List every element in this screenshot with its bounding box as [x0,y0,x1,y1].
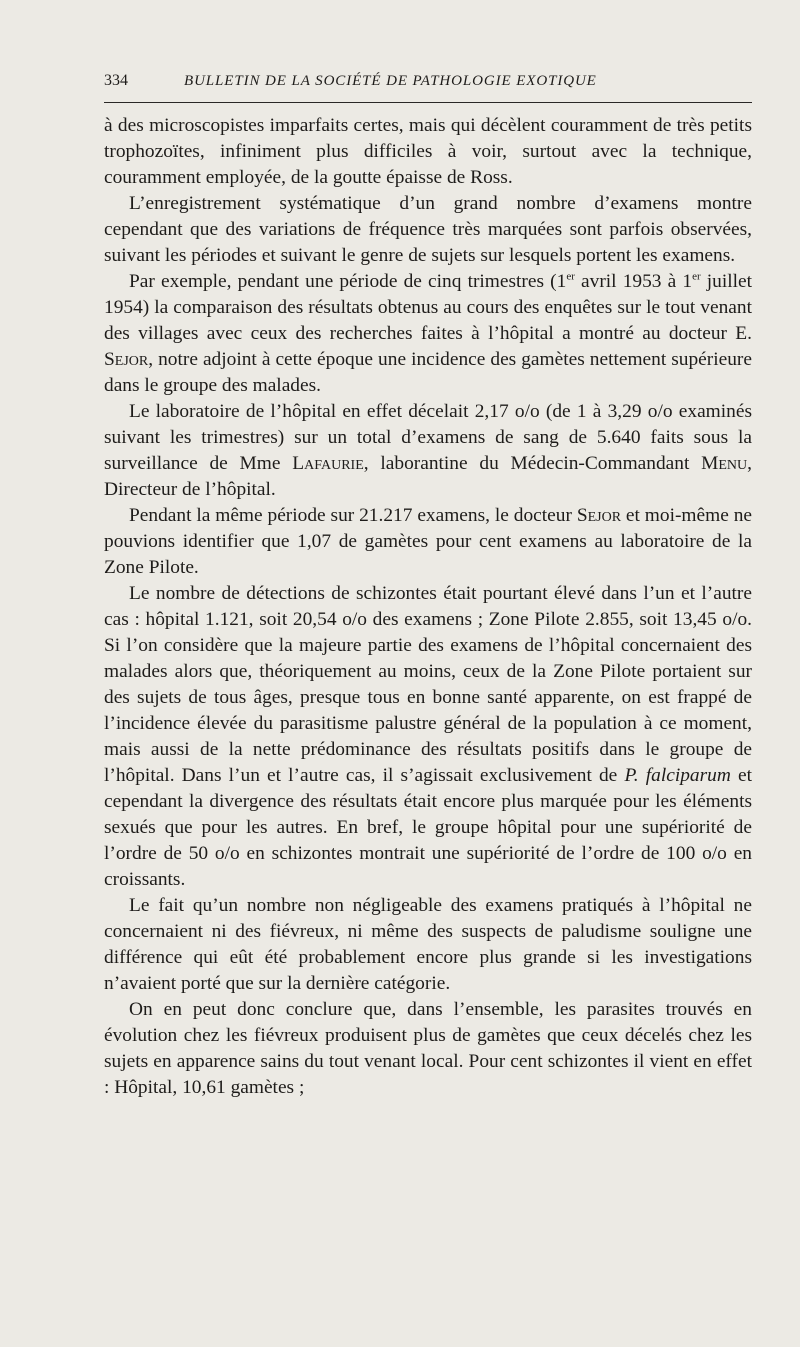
text-span: juillet 1954) la comparaison des résultats obtenus au cours des enquêtes sur le tout venant des villages avec ceux des recherches faites à l’hôpital a montré au docteur E. [104,271,753,344]
paragraph-7: Le fait qu’un nombre non négligeable des examens pratiqués à l’hôpital ne concernaient ni des fiévreux, ni même des suspects de paludisme souligne une différence qui eût été probablement encore plus grande si les investigations n’avaient porté que sur la dernière catégorie. [104,895,752,994]
species-name: P. falciparum [624,765,731,786]
text-span: Par exemple, pendant une période de cinq trimestres (1 [129,271,567,292]
paragraph-4 [104,399,752,503]
superscript: er [566,270,575,283]
page-number: 334 [104,72,128,89]
text-span: et moi-même ne pouvions identifier que 1,07 de gamètes pour cent examens au laboratoire de la Zone Pilote. [104,505,752,578]
text-span: Le laboratoire de l’hôpital en effet décelait 2,17 o/o (de 1 à 3,29 o/o examinés suivant les trimestres) sur un total d’examens de sang de 5.640 faits sous la surveillance de Mme [104,401,752,474]
running-header [104,72,752,103]
author-name: Menu [701,453,748,474]
text-span: , laborantine du Médecin-Commandant [363,453,702,474]
paragraph-5 [104,503,752,581]
paragraph-1: à des microscopistes imparfaits certes, mais qui décèlent couramment de très petits trophozoïtes, infiniment plus difficiles à voir, surtout avec la technique, couramment employée, de la goutte épaisse de Ross. [104,115,752,188]
author-name: Lafaurie [292,453,364,474]
author-name: Sejor [576,505,622,526]
text-span: Pendant la même période sur 21.217 examens, le docteur [129,505,577,526]
paragraph-6 [104,581,752,893]
text-span: avril 1953 à 1 [574,271,693,292]
page [104,72,752,1101]
text-span: Le nombre de détections de schizontes était pourtant élevé dans l’un et l’autre cas : hôpital 1.121, soit 20,54 o/o des examens ; Zone Pilote 2.855, soit 13,45 o/o. Si l’on considère que la majeure partie des examens de l’hôpital concernaient des malades alors que, théoriquement au moins, ceux de la Zone Pilote portaient sur des sujets de tous âges, presque tous en bonne santé apparente, on est frappé de l’incidence élevée du parasitisme palustre général de la population à ce moment, mais aussi de la nette prédominance des résultats positifs dans le groupe de l’hôpital. Dans l’un et l’autre cas, il s’agissait exclusivement de [104,583,752,786]
paragraph-8: On en peut donc conclure que, dans l’ensemble, les parasites trouvés en évolution chez les fiévreux produisent plus de gamètes que ceux décelés chez les sujets en apparence sains du tout venant local. Pour cent schizontes il vient en effet : Hôpital, 10,61 gamètes ; [104,999,752,1098]
paragraph-3 [104,269,752,399]
author-name: Sejor [104,349,149,370]
text-span: et cependant la divergence des résultats était encore plus marquée pour les éléments sexués que pour les autres. En bref, le groupe hôpital pour une supériorité de l’ordre de 50 o/o en schizontes montrait une supériorité de l’ordre de 100 o/o en croissants. [104,765,753,890]
paragraph-2: L’enregistrement systématique d’un grand nombre d’examens montre cependant que des variations de fréquence très marquées sont parfois observées, suivant les périodes et suivant le genre de sujets sur lesquels portent les examens. [104,193,752,266]
text-span: , notre adjoint à cette époque une incidence des gamètes nettement supérieure dans le groupe des malades. [104,349,752,396]
text-span: , Directeur de l’hôpital. [104,453,752,500]
article-body [104,113,752,1101]
journal-title: BULLETIN DE LA SOCIÉTÉ DE PATHOLOGIE EXOTIQUE [184,73,597,89]
superscript: er [692,270,701,283]
